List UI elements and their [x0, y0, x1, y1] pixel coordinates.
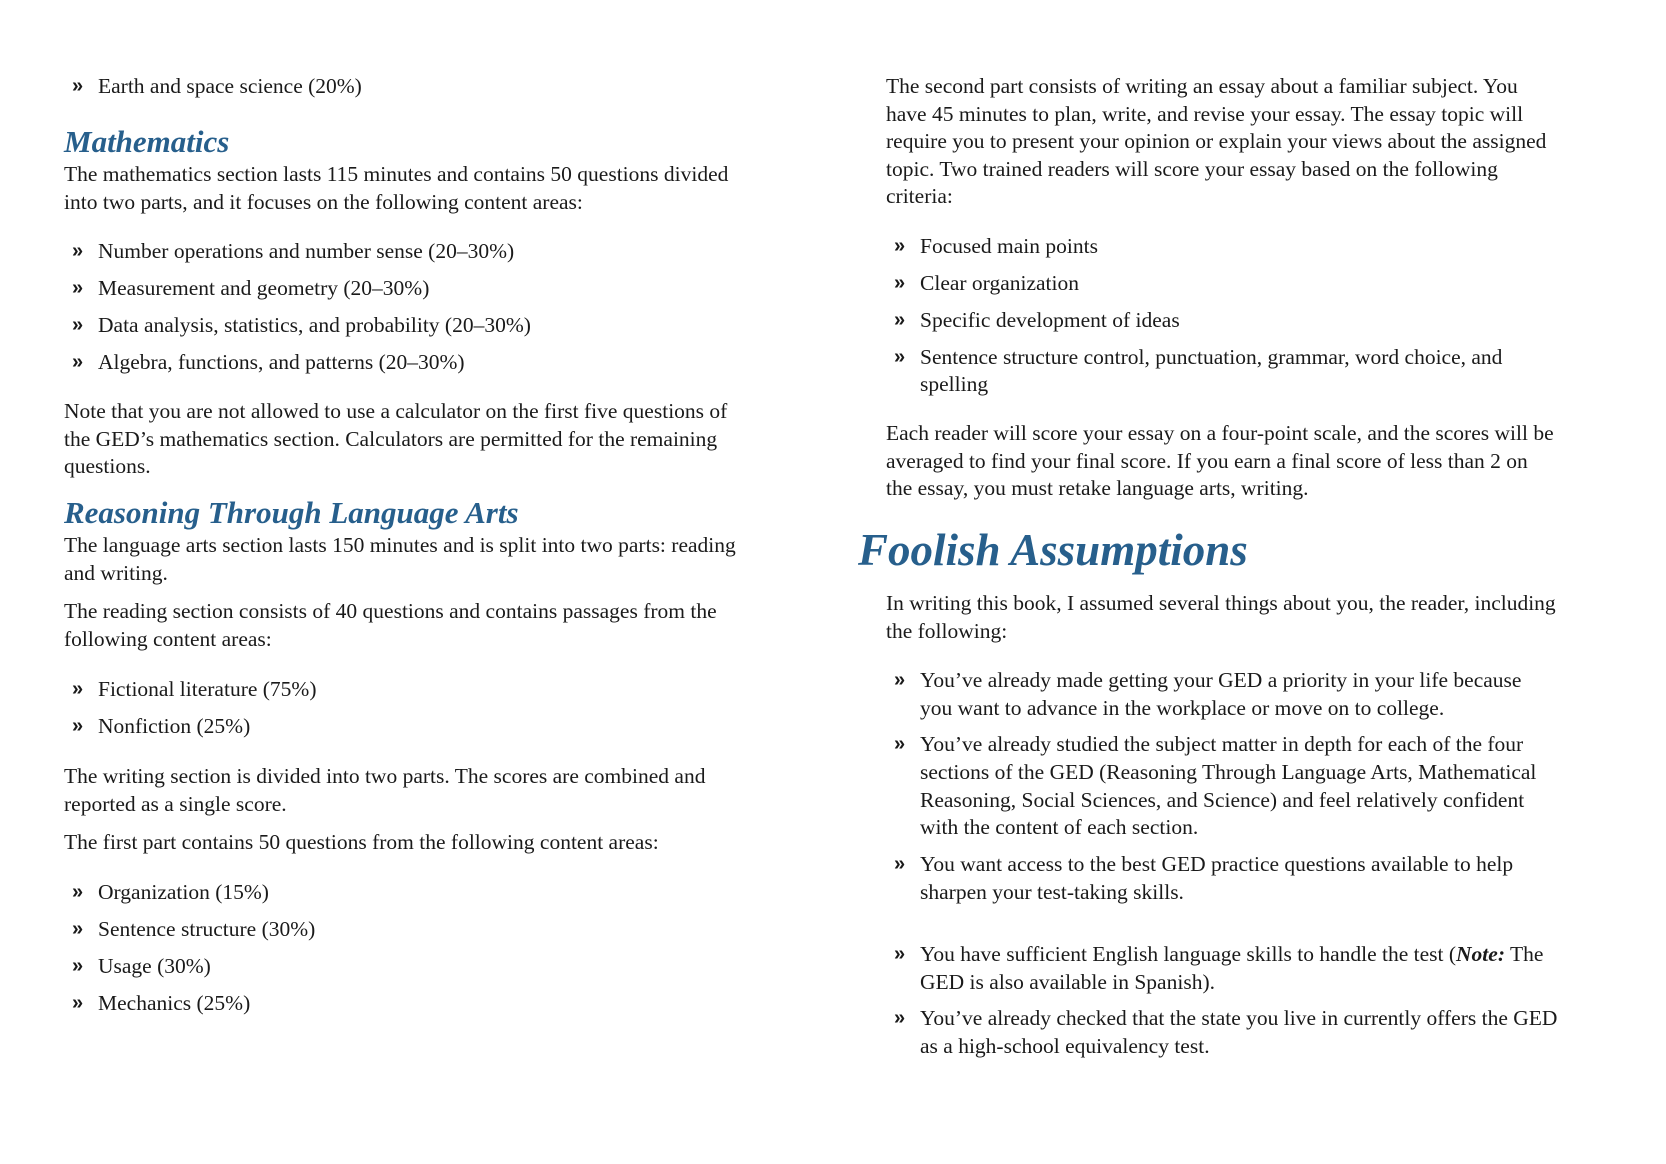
- math-note: Note that you are not allowed to use a calculator on the first five questions of the GED’s mathematics section. Calculators are permitted for the remaining questions.: [64, 399, 728, 479]
- bullet-icon: »: [72, 313, 84, 336]
- list-item: [72, 73, 736, 101]
- list-item-text: You have sufficient English language skills to handle the test (: [920, 942, 1457, 966]
- bullet-icon: »: [72, 350, 84, 373]
- bullet-icon: »: [72, 991, 84, 1014]
- bullet-icon: »: [894, 345, 906, 368]
- list-item: [72, 312, 736, 340]
- list-item: [72, 990, 736, 1018]
- list-item-text: Sentence structure control, punctuation, grammar, word choice, and spelling: [920, 344, 1503, 397]
- bullet-icon: »: [72, 240, 84, 262]
- list-item: [894, 270, 1558, 298]
- bullet-icon: »: [72, 678, 84, 700]
- bullet-icon: »: [894, 853, 906, 876]
- list-item-text: Measurement and geometry (20–30%): [98, 275, 430, 300]
- list-item: [894, 1005, 1558, 1060]
- reading-list: [72, 676, 736, 750]
- writing-list: [72, 879, 736, 1027]
- list-item-text: Data analysis, statistics, and probability (20–30%): [98, 312, 531, 337]
- rla-heading: Reasoning Through Language Arts: [64, 495, 519, 530]
- list-item: [894, 851, 1558, 906]
- assumptions-list: [894, 667, 1558, 916]
- list-item-text: You’ve already made getting your GED a priority in your life because you want to advance in the workplace or move on to college.: [920, 668, 1522, 720]
- bullet-icon: »: [72, 917, 84, 940]
- list-item-text: You’ve already checked that the state you live in currently offers the GED as a high-school equivalency test.: [920, 1006, 1558, 1059]
- list-item: [894, 344, 1558, 399]
- list-item: [72, 879, 736, 907]
- mathematics-heading: Mathematics: [64, 124, 230, 159]
- bullet-icon: »: [72, 75, 84, 97]
- bullet-icon: »: [72, 714, 84, 737]
- math-list: [72, 238, 736, 386]
- list-item: [72, 916, 736, 944]
- list-item-text: Clear organization: [920, 270, 1080, 295]
- writing-paragraph-1: The writing section is divided into two parts. The scores are combined and reported as a single score.: [64, 764, 706, 816]
- bullet-icon: »: [894, 235, 906, 257]
- list-item-text: Fictional literature (75%): [98, 677, 317, 701]
- assumptions-list-continued: [894, 941, 1558, 1070]
- bullet-icon: »: [894, 733, 906, 756]
- earth-list: [72, 73, 736, 110]
- note-label: Note:: [1456, 942, 1505, 966]
- list-item: [894, 233, 1558, 261]
- writing-paragraph-2: The first part contains 50 questions from the following content areas:: [64, 830, 659, 854]
- list-item-text: Usage (30%): [98, 953, 211, 978]
- bullet-icon: »: [894, 943, 906, 965]
- foolish-assumptions-heading: Foolish Assumptions: [858, 525, 1248, 575]
- list-item-text: Algebra, functions, and patterns (20–30%): [98, 349, 465, 374]
- list-item-text: Earth and space science (20%): [98, 74, 362, 98]
- list-item: [894, 941, 1558, 996]
- bullet-icon: »: [894, 271, 906, 294]
- bullet-icon: »: [894, 1007, 906, 1030]
- list-item-text: Nonfiction (25%): [98, 713, 251, 738]
- list-item: [894, 667, 1558, 722]
- list-item-text: The GED is also available in Spanish).: [920, 942, 1544, 994]
- list-item-text: Focused main points: [920, 234, 1098, 258]
- list-item: [894, 731, 1558, 841]
- list-item-text: You want access to the best GED practice questions available to help sharpen your test-taking skills.: [920, 852, 1514, 904]
- list-item-text: You’ve already studied the subject matter in depth for each of the four sections of the GED (Reasoning Through Language Arts, Mathematical Reasoning, Social Sciences, and Science) and feel relatively confident with the content of each section.: [920, 732, 1537, 840]
- list-item-text: Specific development of ideas: [920, 307, 1180, 332]
- essay-paragraph: The second part consists of writing an essay about a familiar subject. You have 45 minutes to plan, write, and revise your essay. The essay topic will require you to present your opinion or explain your views about the assigned topic. Two trained readers will score your essay based on the following criteria:: [886, 74, 1547, 209]
- list-item: [72, 275, 736, 303]
- bullet-icon: »: [894, 308, 906, 331]
- list-item: [72, 349, 736, 377]
- list-item-text: Number operations and number sense (20–30%): [98, 239, 515, 263]
- list-item: [72, 238, 736, 266]
- rla-paragraph-1: The language arts section lasts 150 minutes and is split into two parts: reading and writing.: [64, 533, 736, 585]
- list-item: [72, 713, 736, 741]
- criteria-list: [894, 233, 1558, 408]
- list-item-text: Mechanics (25%): [98, 990, 251, 1015]
- assumptions-intro: In writing this book, I assumed several things about you, the reader, including the following:: [886, 591, 1556, 643]
- bullet-icon: »: [72, 276, 84, 299]
- bullet-icon: »: [894, 669, 906, 691]
- bullet-icon: »: [72, 881, 84, 903]
- rla-paragraph-2: The reading section consists of 40 questions and contains passages from the following content areas:: [64, 599, 717, 651]
- list-item: [894, 307, 1558, 335]
- bullet-icon: »: [72, 954, 84, 977]
- list-item-text: Organization (15%): [98, 880, 269, 904]
- math-paragraph: The mathematics section lasts 115 minutes and contains 50 questions divided into two parts, and it focuses on the following content areas:: [64, 162, 729, 214]
- list-item-text: Sentence structure (30%): [98, 916, 316, 941]
- score-paragraph: Each reader will score your essay on a four-point scale, and the scores will be averaged to find your final score. If you earn a final score of less than 2 on the essay, you must retake language arts, writing.: [886, 421, 1554, 501]
- list-item: [72, 676, 736, 704]
- list-item: [72, 953, 736, 981]
